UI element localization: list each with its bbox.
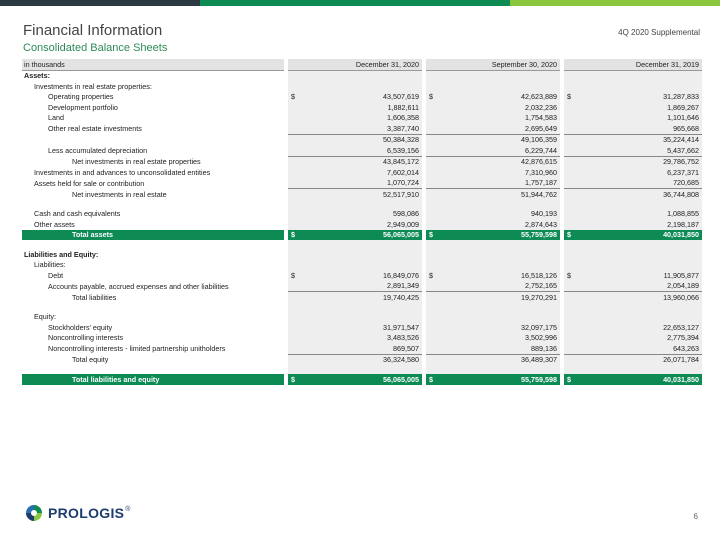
prologis-mark-icon <box>24 503 44 523</box>
table-row <box>22 281 702 292</box>
top-color-bar <box>0 0 720 6</box>
currency-symbol <box>288 156 302 167</box>
value-cell: 40,031,850 <box>578 230 702 241</box>
value-cell: 31,287,833 <box>578 92 702 103</box>
spacer-row <box>22 200 702 209</box>
currency-symbol: $ <box>426 374 440 385</box>
currency-symbol <box>564 260 578 271</box>
currency-symbol <box>564 167 578 178</box>
row-label: Net investments in real estate properties <box>72 157 201 166</box>
value-cell: 50,384,328 <box>302 134 422 145</box>
currency-symbol <box>426 333 440 344</box>
value-cell: 2,752,165 <box>440 281 560 292</box>
value-cell: 1,101,646 <box>578 113 702 124</box>
currency-symbol <box>564 312 578 323</box>
value-cell: 32,097,175 <box>440 322 560 333</box>
value-cell <box>578 70 702 81</box>
column-header-dec-2019: December 31, 2019 <box>564 59 702 70</box>
row-label: Less accumulated depreciation <box>48 146 148 155</box>
top-bar-green <box>200 0 510 6</box>
page-subtitle: Consolidated Balance Sheets <box>23 42 168 54</box>
value-cell: 2,874,643 <box>440 219 560 230</box>
currency-symbol: $ <box>288 230 302 241</box>
total-row <box>22 230 702 241</box>
value-cell: 56,065,005 <box>302 374 422 385</box>
value-cell: 1,070,724 <box>302 178 422 189</box>
currency-symbol <box>564 134 578 145</box>
value-cell: 940,193 <box>440 209 560 220</box>
currency-symbol: $ <box>564 230 578 241</box>
value-cell: 16,518,126 <box>440 270 560 281</box>
value-cell: 43,507,619 <box>302 92 422 103</box>
value-cell: 643,263 <box>578 343 702 354</box>
value-cell: 19,740,425 <box>302 292 422 303</box>
table-row <box>22 219 702 230</box>
value-cell <box>302 70 422 81</box>
currency-symbol <box>564 178 578 189</box>
value-cell <box>302 249 422 260</box>
value-cell <box>578 312 702 323</box>
value-cell: 16,849,076 <box>302 270 422 281</box>
currency-symbol <box>288 312 302 323</box>
value-cell: 55,759,598 <box>440 374 560 385</box>
currency-symbol <box>288 209 302 220</box>
currency-symbol <box>288 178 302 189</box>
row-label: Operating properties <box>48 92 114 102</box>
currency-symbol <box>564 343 578 354</box>
balance-sheet-body <box>22 59 702 385</box>
currency-symbol <box>564 102 578 113</box>
row-label: Equity: <box>34 312 56 322</box>
currency-symbol <box>288 354 302 365</box>
currency-symbol <box>564 249 578 260</box>
value-cell: 49,106,359 <box>440 134 560 145</box>
value-cell: 889,136 <box>440 343 560 354</box>
value-cell: 6,229,744 <box>440 145 560 156</box>
row-label: Net investments in real estate <box>72 189 167 199</box>
value-cell: 2,775,394 <box>578 333 702 344</box>
value-cell: 720,685 <box>578 178 702 189</box>
value-cell: 598,086 <box>302 209 422 220</box>
value-cell: 2,198,187 <box>578 219 702 230</box>
balance-sheet-table <box>22 59 702 385</box>
currency-symbol <box>426 292 440 303</box>
currency-symbol <box>426 189 440 200</box>
currency-symbol <box>288 167 302 178</box>
currency-symbol <box>564 189 578 200</box>
table-row <box>22 354 702 365</box>
currency-symbol: $ <box>426 270 440 281</box>
row-label: Land <box>48 113 64 123</box>
currency-symbol <box>426 281 440 292</box>
row-label: Noncontrolling interests - limited partnership unitholders <box>48 344 226 353</box>
value-cell: 7,310,960 <box>440 167 560 178</box>
currency-symbol <box>564 219 578 230</box>
table-row <box>22 134 702 145</box>
currency-symbol <box>426 343 440 354</box>
currency-symbol: $ <box>288 270 302 281</box>
row-label: Stockholders' equity <box>48 322 113 332</box>
currency-symbol <box>288 219 302 230</box>
row-label: Noncontrolling interests <box>48 333 124 343</box>
currency-symbol <box>426 81 440 92</box>
value-cell: 1,606,358 <box>302 113 422 124</box>
value-cell: 869,507 <box>302 343 422 354</box>
value-cell <box>440 81 560 92</box>
value-cell <box>578 260 702 271</box>
value-cell: 13,960,066 <box>578 292 702 303</box>
value-cell: 19,270,291 <box>440 292 560 303</box>
currency-symbol <box>564 354 578 365</box>
value-cell: 36,489,307 <box>440 354 560 365</box>
currency-symbol <box>564 322 578 333</box>
table-row <box>22 167 702 178</box>
row-label: Development portfolio <box>48 102 118 112</box>
table-row <box>22 322 702 333</box>
currency-symbol: $ <box>426 92 440 103</box>
currency-symbol <box>426 178 440 189</box>
currency-symbol <box>288 145 302 156</box>
currency-symbol <box>564 70 578 81</box>
currency-symbol <box>564 81 578 92</box>
currency-symbol <box>288 81 302 92</box>
currency-symbol <box>288 189 302 200</box>
table-row <box>22 209 702 220</box>
row-label: Accounts payable, accrued expenses and other liabilities <box>48 281 229 291</box>
currency-symbol: $ <box>564 270 578 281</box>
currency-symbol <box>564 292 578 303</box>
value-cell: 7,602,014 <box>302 167 422 178</box>
currency-symbol <box>288 281 302 292</box>
value-cell: 2,054,189 <box>578 281 702 292</box>
value-cell: 1,757,187 <box>440 178 560 189</box>
table-row <box>22 102 702 113</box>
top-bar-dark <box>0 0 200 6</box>
table-row <box>22 178 702 189</box>
currency-symbol <box>288 322 302 333</box>
value-cell: 965,668 <box>578 123 702 134</box>
currency-symbol <box>564 333 578 344</box>
value-cell: 3,502,996 <box>440 333 560 344</box>
spacer-row <box>22 240 702 249</box>
currency-symbol <box>426 102 440 113</box>
table-row <box>22 189 702 200</box>
currency-symbol <box>426 322 440 333</box>
value-cell: 43,845,172 <box>302 156 422 167</box>
value-cell <box>302 81 422 92</box>
currency-symbol <box>426 145 440 156</box>
value-cell: 51,944,762 <box>440 189 560 200</box>
value-cell: 1,882,611 <box>302 102 422 113</box>
table-row <box>22 156 702 167</box>
row-label <box>22 134 284 145</box>
value-cell: 1,869,267 <box>578 102 702 113</box>
row-label: Other real estate investments <box>48 124 142 133</box>
value-cell: 1,754,583 <box>440 113 560 124</box>
table-row <box>22 260 702 271</box>
currency-symbol: $ <box>564 374 578 385</box>
table-row <box>22 292 702 303</box>
currency-symbol <box>564 281 578 292</box>
table-row <box>22 92 702 103</box>
currency-symbol <box>288 260 302 271</box>
value-cell <box>578 81 702 92</box>
prologis-logo <box>24 503 130 523</box>
value-cell: 35,224,414 <box>578 134 702 145</box>
currency-symbol <box>288 134 302 145</box>
logo-registered-mark: ® <box>125 505 131 513</box>
currency-symbol <box>426 167 440 178</box>
value-cell: 55,759,598 <box>440 230 560 241</box>
row-label: Debt <box>48 270 64 280</box>
currency-symbol <box>564 123 578 134</box>
value-cell: 31,971,547 <box>302 322 422 333</box>
value-cell: 40,031,850 <box>578 374 702 385</box>
value-cell: 2,949,009 <box>302 219 422 230</box>
row-label: Cash and cash equivalents <box>34 209 121 219</box>
table-row <box>22 312 702 323</box>
value-cell <box>302 312 422 323</box>
value-cell: 11,905,877 <box>578 270 702 281</box>
value-cell <box>440 70 560 81</box>
currency-symbol: $ <box>288 374 302 385</box>
value-cell: 2,032,236 <box>440 102 560 113</box>
currency-symbol <box>288 333 302 344</box>
table-row <box>22 333 702 344</box>
currency-symbol <box>426 123 440 134</box>
currency-symbol: $ <box>426 230 440 241</box>
logo-text: PROLOGIS <box>48 505 125 521</box>
value-cell: 3,387,740 <box>302 123 422 134</box>
row-label: Liabilities and Equity: <box>24 249 99 259</box>
value-cell: 22,653,127 <box>578 322 702 333</box>
top-bar-lime <box>510 0 720 6</box>
value-cell: 2,891,349 <box>302 281 422 292</box>
row-label: Liabilities: <box>34 260 66 270</box>
currency-symbol <box>426 70 440 81</box>
value-cell: 3,483,526 <box>302 333 422 344</box>
currency-symbol <box>426 219 440 230</box>
currency-symbol <box>426 260 440 271</box>
spacer-row <box>22 303 702 312</box>
value-cell: 29,786,752 <box>578 156 702 167</box>
row-label: Total liabilities and equity <box>22 374 284 385</box>
value-cell: 52,517,910 <box>302 189 422 200</box>
currency-symbol <box>564 145 578 156</box>
table-row <box>22 70 702 81</box>
currency-symbol <box>288 292 302 303</box>
value-cell <box>302 260 422 271</box>
row-label: Assets held for sale or contribution <box>34 178 145 188</box>
page-number: 6 <box>693 512 698 521</box>
row-label: Other assets <box>34 219 75 229</box>
currency-symbol <box>426 209 440 220</box>
spacer-row <box>22 365 702 374</box>
currency-symbol <box>288 343 302 354</box>
currency-symbol <box>564 209 578 220</box>
value-cell: 36,744,808 <box>578 189 702 200</box>
value-cell: 36,324,580 <box>302 354 422 365</box>
column-header-sep-2020: September 30, 2020 <box>426 59 560 70</box>
table-row <box>22 145 702 156</box>
table-row <box>22 270 702 281</box>
row-label: Investments in real estate properties: <box>34 81 152 91</box>
table-row <box>22 81 702 92</box>
table-row <box>22 113 702 124</box>
value-cell: 6,539,156 <box>302 145 422 156</box>
value-cell: 42,623,889 <box>440 92 560 103</box>
row-label: Total assets <box>22 230 284 241</box>
row-label: Investments in and advances to unconsolidated entities <box>34 167 211 177</box>
table-row <box>22 343 702 354</box>
currency-symbol <box>426 113 440 124</box>
value-cell <box>578 249 702 260</box>
currency-symbol <box>426 134 440 145</box>
column-header-dec-2020: December 31, 2020 <box>288 59 422 70</box>
currency-symbol <box>288 102 302 113</box>
row-label: Total liabilities <box>72 292 117 302</box>
table-row <box>22 123 702 134</box>
value-cell: 6,237,371 <box>578 167 702 178</box>
currency-symbol <box>426 249 440 260</box>
row-label: Total equity <box>72 355 109 364</box>
value-cell <box>440 249 560 260</box>
currency-symbol <box>426 354 440 365</box>
page-title: Financial Information <box>23 22 163 39</box>
currency-symbol <box>288 249 302 260</box>
value-cell: 56,065,005 <box>302 230 422 241</box>
currency-symbol <box>426 312 440 323</box>
currency-symbol <box>564 113 578 124</box>
value-cell: 1,088,855 <box>578 209 702 220</box>
currency-symbol: $ <box>564 92 578 103</box>
currency-symbol <box>288 70 302 81</box>
currency-symbol <box>288 113 302 124</box>
value-cell <box>440 312 560 323</box>
currency-symbol: $ <box>288 92 302 103</box>
unit-label: in thousands <box>22 59 284 70</box>
value-cell <box>440 260 560 271</box>
supplement-label: 4Q 2020 Supplemental <box>618 28 700 37</box>
value-cell: 42,876,615 <box>440 156 560 167</box>
value-cell: 26,071,784 <box>578 354 702 365</box>
value-cell: 5,437,662 <box>578 145 702 156</box>
currency-symbol <box>426 156 440 167</box>
table-header-row <box>22 59 702 70</box>
value-cell: 2,695,649 <box>440 123 560 134</box>
currency-symbol <box>564 156 578 167</box>
row-label: Assets: <box>24 71 50 81</box>
total-row <box>22 374 702 385</box>
table-row <box>22 249 702 260</box>
currency-symbol <box>288 123 302 134</box>
